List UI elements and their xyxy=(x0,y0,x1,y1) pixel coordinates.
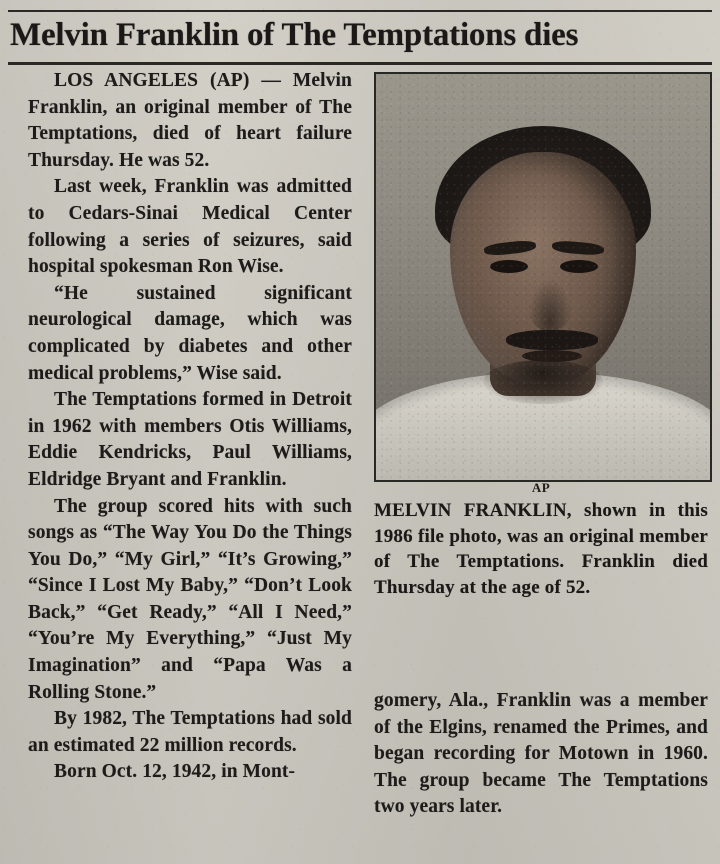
paragraph: Last week, Franklin was admitted to Cedars-Sinai Medical Center following a series of seizures, said hospital spokesman Ron Wise. xyxy=(28,176,352,278)
photo-credit: AP xyxy=(531,480,551,495)
article-body xyxy=(14,68,708,858)
page-title: Melvin Franklin of The Temptations dies xyxy=(10,17,579,53)
article-column-left xyxy=(28,68,352,786)
article-column-right xyxy=(374,688,708,821)
photo-caption: MELVIN FRANKLIN, shown in this 1986 file photo, was an original member of The Temptations. Franklin died Thursday at the age of 52. xyxy=(374,500,708,598)
paragraph: By 1982, The Temptations had sold an estimated 22 million records. xyxy=(28,708,352,756)
paragraph: The Temptations formed in Detroit in 1962 with members Otis Williams, Eddie Kendricks, Paul Williams, Eldridge Bryant and Franklin. xyxy=(28,389,352,490)
headline-underline-rule xyxy=(8,62,712,65)
paragraph: LOS ANGELES (AP) — Melvin Franklin, an original member of The Temptations, died of heart failure Thursday. He was 52. xyxy=(28,70,352,171)
paragraph: The group scored hits with such songs as “The Way You Do the Things You Do,” “My Girl,” “It’s Growing,” “Since I Lost My Baby,” “Don’t Look Back,” “Get Ready,” “All I Need,” “You’re My Everything,” “Just My Imagination” and “Papa Was a Rolling Stone.” xyxy=(28,495,352,703)
photo-halftone-grain xyxy=(376,74,710,480)
paragraph: Born Oct. 12, 1942, in Mont- xyxy=(54,761,296,783)
article-photo xyxy=(374,72,712,482)
paragraph: “He sustained significant neurological damage, which was complicated by diabetes and other medical problems,” Wise said. xyxy=(28,282,352,384)
paragraph: gomery, Ala., Franklin was a member of the Elgins, renamed the Primes, and began recording for Motown in 1960. The group became The Temptations two years later. xyxy=(374,690,708,818)
